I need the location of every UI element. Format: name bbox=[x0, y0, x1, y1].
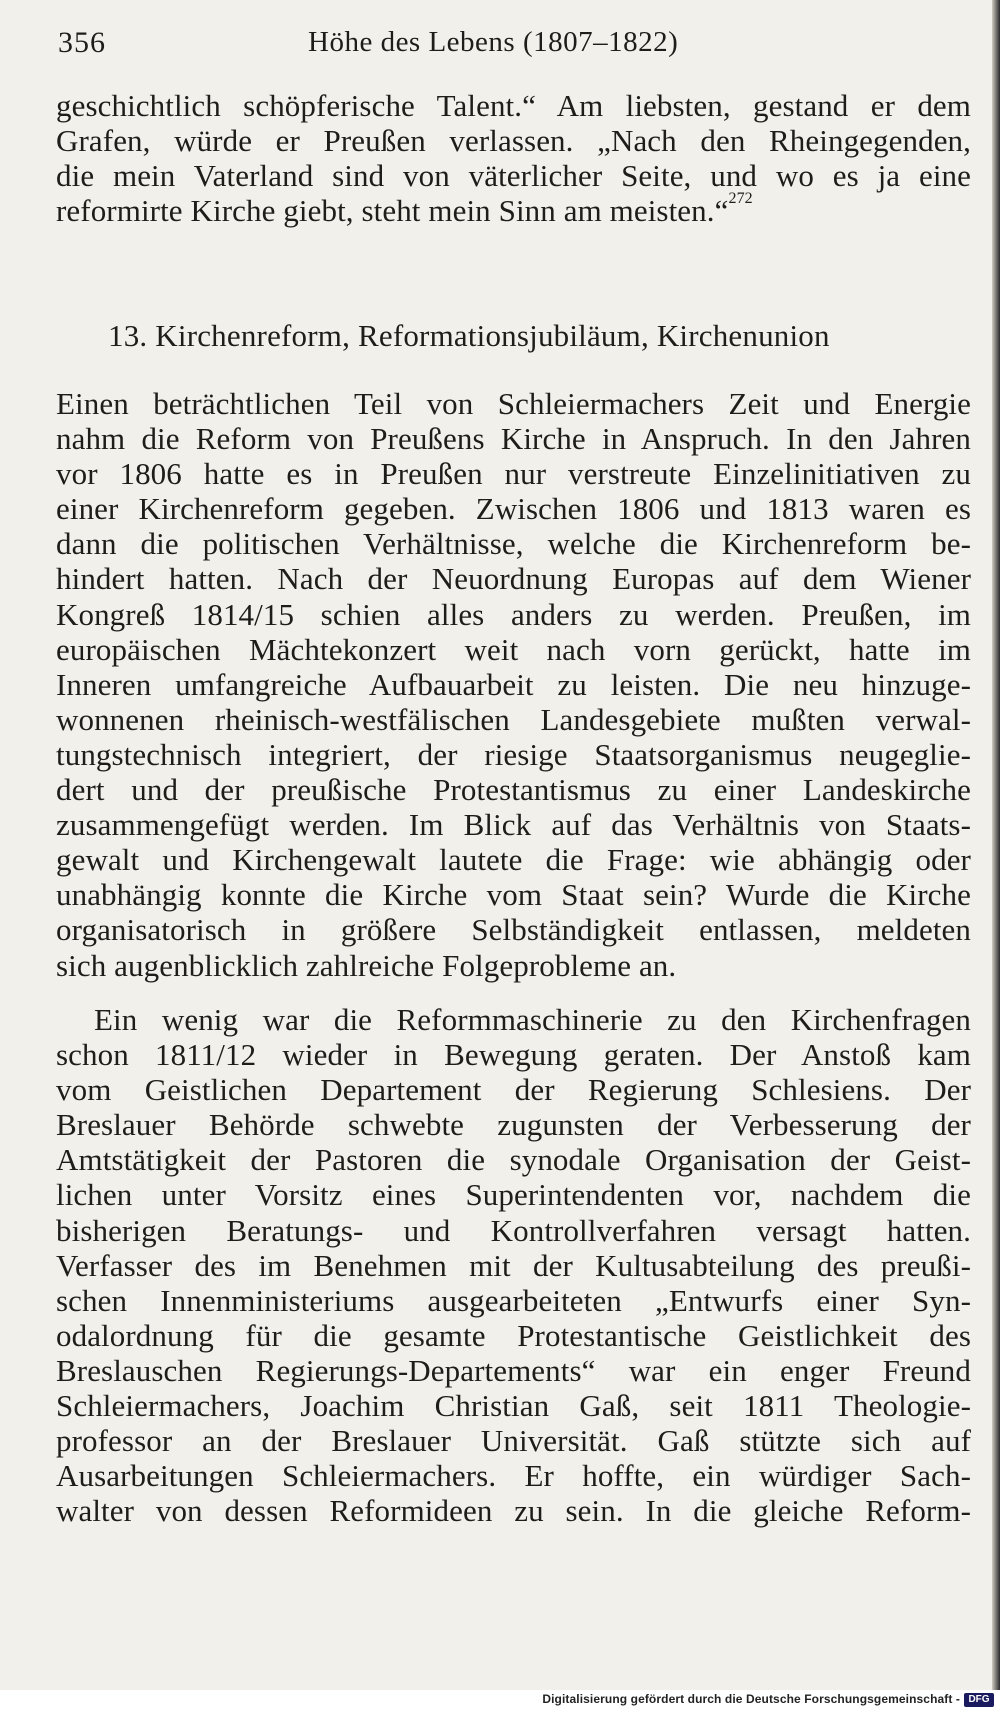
text-line: professor an der Breslauer Universität. Gaß stützte sich auf bbox=[56, 1423, 971, 1459]
text-line: tungstechnisch integriert, der riesige Staatsorganismus neugeglie- bbox=[56, 736, 971, 772]
text-line: einer Kirchenreform gegeben. Zwischen 1806 und 1813 waren es bbox=[56, 491, 971, 527]
text-line: gewalt und Kirchengewalt lautete die Frage: wie abhängig oder bbox=[56, 842, 971, 878]
footnote-reference: 272 bbox=[728, 190, 753, 208]
page-edge-shadow bbox=[992, 0, 1000, 1690]
section-heading: 13. Kirchenreform, Reformationsjubiläum, Kirchenunion bbox=[108, 318, 830, 353]
text-line: Verfasser des im Benehmen mit der Kultusabteilung des preußi- bbox=[56, 1247, 971, 1283]
text-line: organisatorisch in größere Selbständigkeit entlassen, meldeten bbox=[56, 912, 971, 948]
paragraph-2 bbox=[56, 1002, 971, 1528]
page-number: 356 bbox=[58, 26, 106, 59]
text-line: Einen beträchtlichen Teil von Schleiermachers Zeit und Energie bbox=[56, 386, 971, 421]
text-line: schen Innenministeriums ausgearbeiteten „Entwurfs einer Syn- bbox=[56, 1282, 971, 1318]
text-line: bisherigen Beratungs- und Kontrollverfahren versagt hatten. bbox=[56, 1212, 971, 1248]
text-line: dann die politischen Verhältnisse, welche die Kirchenreform be- bbox=[56, 526, 971, 562]
text-line: die mein Vaterland sind von väterlicher Seite, und wo es ja eine bbox=[56, 158, 971, 194]
text-line: Kongreß 1814/15 schien alles anders zu werden. Preußen, im bbox=[56, 596, 971, 632]
text-line: europäischen Mächtekonzert weit nach vorn gerückt, hatte im bbox=[56, 631, 971, 667]
text-line: odalordnung für die gesamte Protestantische Geistlichkeit des bbox=[56, 1317, 971, 1353]
text-line: Schleiermachers, Joachim Christian Gaß, seit 1811 Theologie- bbox=[56, 1388, 971, 1424]
paragraph-1 bbox=[56, 386, 971, 983]
text-line: Inneren umfangreiche Aufbauarbeit zu leisten. Die neu hinzuge- bbox=[56, 666, 971, 702]
text-line: unabhängig konnte die Kirche vom Staat sein? Wurde die Kirche bbox=[56, 877, 971, 913]
text-line: vor 1806 hatte es in Preußen nur verstreute Einzelinitiativen zu bbox=[56, 456, 971, 492]
text-line: Ausarbeitungen Schleiermachers. Er hoffte, ein würdiger Sach- bbox=[56, 1458, 971, 1494]
paragraph-continuation bbox=[56, 88, 971, 228]
text-line: Grafen, würde er Preußen verlassen. „Nach den Rheingegenden, bbox=[56, 123, 971, 159]
text-line: lichen unter Vorsitz eines Superintendenten vor, nachdem die bbox=[56, 1177, 971, 1213]
text-line: hindert hatten. Nach der Neuordnung Europas auf dem Wiener bbox=[56, 561, 971, 597]
running-head: Höhe des Lebens (1807–1822) bbox=[308, 26, 679, 58]
dfg-logo-icon: DFG bbox=[964, 1693, 994, 1707]
text-line: geschichtlich schöpferische Talent.“ Am liebsten, gestand er dem bbox=[56, 88, 971, 123]
digitization-credit: Digitalisierung gefördert durch die Deutsche Forschungsgemeinschaft - bbox=[542, 1692, 960, 1706]
text-line: Amtstätigkeit der Pastoren die synodale Organisation der Geist- bbox=[56, 1142, 971, 1178]
text-line: walter von dessen Reformideen zu sein. In die gleiche Reform- bbox=[56, 1493, 971, 1529]
page-header bbox=[58, 26, 978, 66]
text-line: zusammengefügt werden. Im Blick auf das Verhältnis von Staats- bbox=[56, 807, 971, 843]
digitization-footer bbox=[0, 1690, 1000, 1711]
text-line: Ein wenig war die Reformmaschinerie zu den Kirchenfragen bbox=[94, 1002, 971, 1037]
text-line: reformirte Kirche giebt, steht mein Sinn am meisten.“ bbox=[56, 193, 729, 229]
text-line-with-footnote bbox=[56, 190, 971, 229]
text-line: Breslauschen Regierungs-Departements“ war ein enger Freund bbox=[56, 1352, 971, 1388]
text-line: nahm die Reform von Preußens Kirche in Anspruch. In den Jahren bbox=[56, 421, 971, 457]
text-line: schon 1811/12 wieder in Bewegung geraten. Der Anstoß kam bbox=[56, 1037, 971, 1073]
text-line: wonnenen rheinisch-westfälischen Landesgebiete mußten verwal- bbox=[56, 701, 971, 737]
text-line: sich augenblicklich zahlreiche Folgeprobleme an. bbox=[56, 947, 677, 983]
text-line: dert und der preußische Protestantismus zu einer Landeskirche bbox=[56, 772, 971, 808]
text-line: Breslauer Behörde schwebte zugunsten der Verbesserung der bbox=[56, 1107, 971, 1143]
text-line: vom Geistlichen Departement der Regierung Schlesiens. Der bbox=[56, 1072, 971, 1108]
